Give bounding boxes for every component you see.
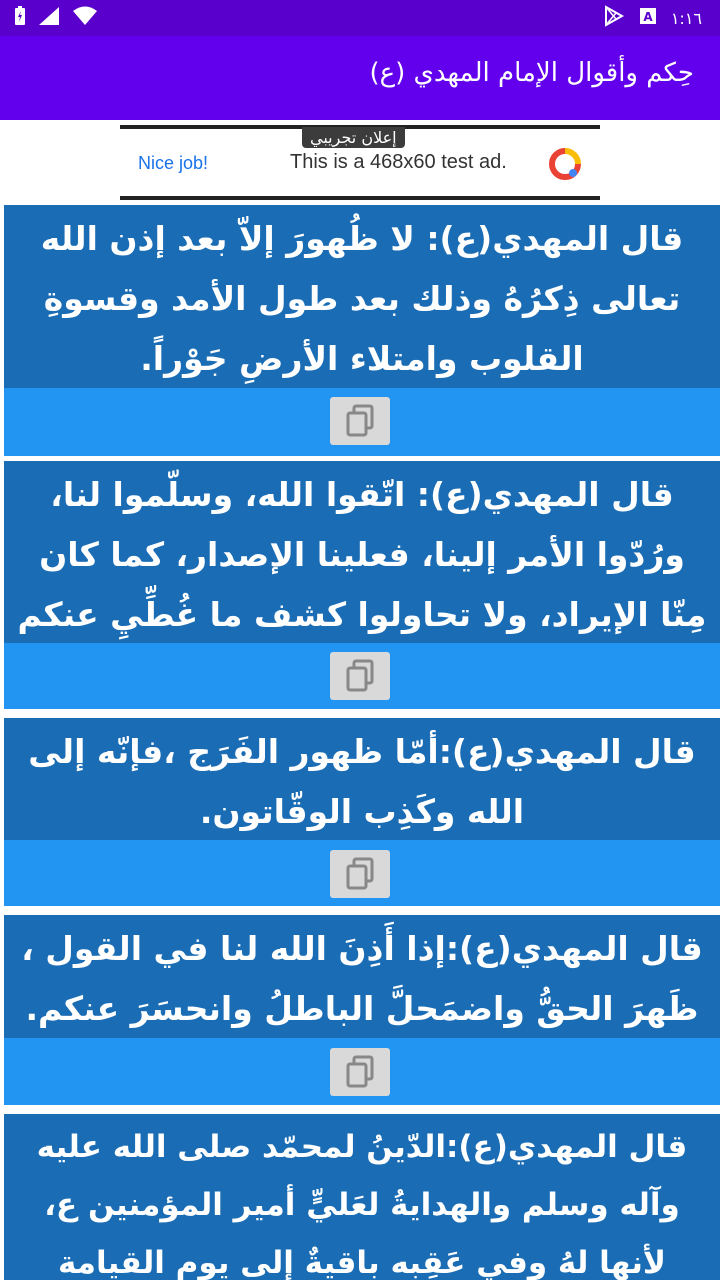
copy-bar xyxy=(4,643,720,709)
quote-card xyxy=(4,205,720,456)
ad-banner[interactable] xyxy=(120,125,600,200)
copy-icon xyxy=(345,659,375,693)
quote-card xyxy=(4,1114,720,1280)
notification-icon xyxy=(639,7,657,29)
ad-nice-label[interactable]: Nice job! xyxy=(138,153,209,173)
quote-card xyxy=(4,915,720,1105)
status-icons-right xyxy=(603,6,702,30)
copy-icon xyxy=(345,1055,375,1089)
wifi-icon xyxy=(72,6,98,30)
copy-button[interactable] xyxy=(330,397,390,445)
page-title: حِكم وأقوال الإمام المهدي (ع) xyxy=(369,58,694,88)
quote-card xyxy=(4,718,720,906)
copy-icon xyxy=(345,857,375,891)
copy-bar xyxy=(4,840,720,906)
copy-icon xyxy=(345,404,375,438)
quote-text: قال المهدي(ع):الدّينُ لمحمّد صلى الله عليه وآله وسلم والهدايةُ لعَليٍّ أمير المؤمنين ع، لأنها لهُ وفي عَقِبه باقيةٌ إلى يوم القيامة xyxy=(36,1129,688,1280)
ad-logo-icon xyxy=(548,147,582,185)
copy-button[interactable] xyxy=(330,850,390,898)
test-ad-badge: إعلان تجريبي xyxy=(302,127,405,148)
play-store-icon xyxy=(603,5,625,31)
quote-text: قال المهدي(ع): اتّقوا الله، وسلّموا لنا، ورُدّوا الأمر إلينا، فعلينا الإصدار، كما كان مِنّا الإيراد، ولا تحاولوا كشف ما غُطِّيِ عنكم xyxy=(17,475,707,634)
status-bar xyxy=(0,0,720,36)
svg-text:A: A xyxy=(643,10,653,24)
copy-button[interactable] xyxy=(330,1048,390,1096)
signal-icon xyxy=(38,6,60,30)
quote-text: قال المهدي(ع):إذا أَذِنَ الله لنا في القول ، ظَهرَ الحقُّ واضمَحلَّ الباطلُ وانحسَرَ عنكم. xyxy=(21,929,703,1028)
battery-icon xyxy=(14,6,26,30)
copy-bar xyxy=(4,388,720,456)
copy-button[interactable] xyxy=(330,652,390,700)
quote-card xyxy=(4,461,720,709)
status-time: ١:١٦ xyxy=(670,8,702,28)
quote-text: قال المهدي(ع): لا ظُهورَ إلاّ بعد إذن الله تعالى ذِكرُهُ وذلك بعد طول الأمد وقسوةِ القلوب وامتلاء الأرضِ جَوْراً. xyxy=(40,219,684,378)
ad-text[interactable]: This is a 468x60 test ad. xyxy=(290,151,507,173)
copy-bar xyxy=(4,1038,720,1105)
quote-text: قال المهدي(ع):أمّا ظهور الفَرَج ،فإنّه إلى الله وكَذِب الوقّاتون. xyxy=(28,732,696,831)
app-bar xyxy=(0,36,720,120)
status-icons-left xyxy=(14,6,98,30)
